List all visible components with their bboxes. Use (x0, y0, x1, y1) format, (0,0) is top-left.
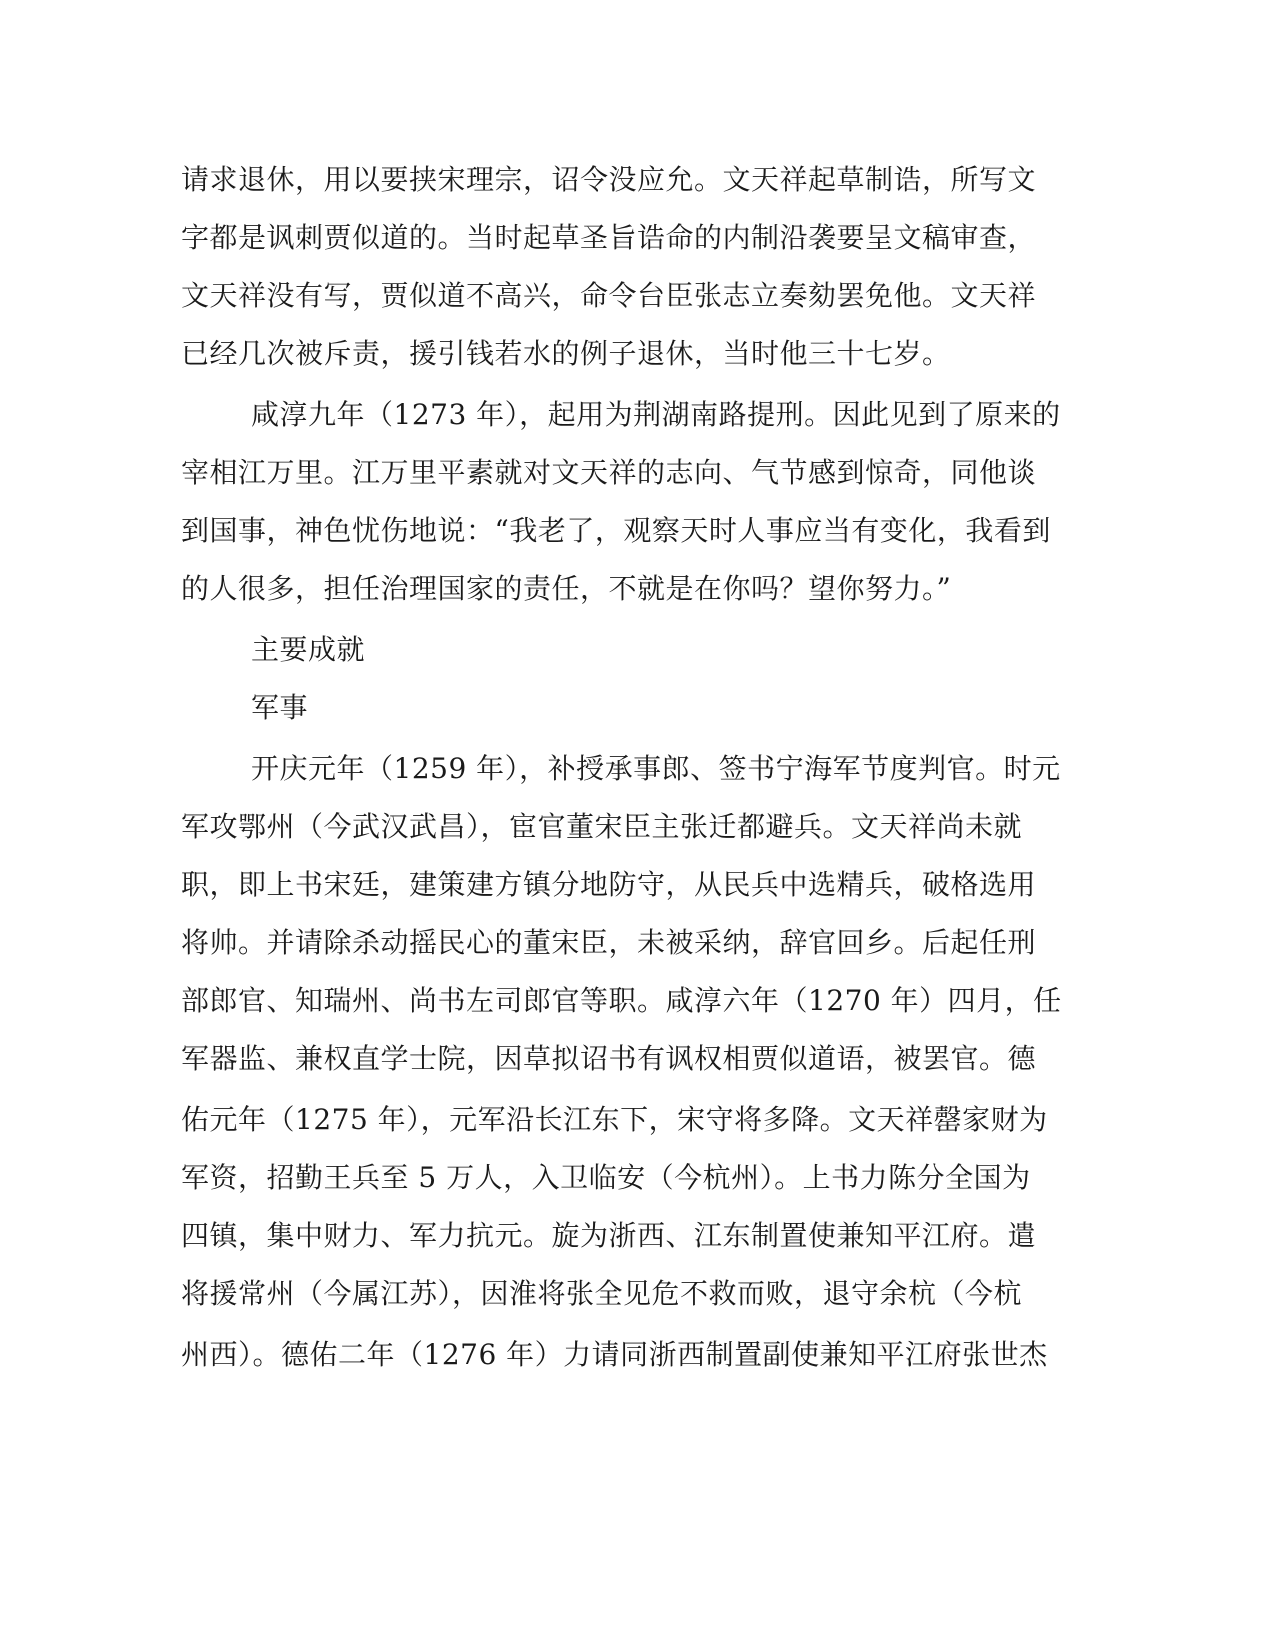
text-line: 州西）。德佑二年（1276 年）力请同浙西制置副使兼知平江府张世杰 (181, 1338, 1048, 1371)
text-line: 到国事，神色忧伤地说：“我老了，观察天时人事应当有变化，我看到 (181, 514, 1051, 547)
subsection-heading: 军事 (251, 691, 309, 724)
paragraph-first-line: 开庆元年（1259 年），补授承事郎、签书宁海军节度判官。时元 (251, 752, 1061, 785)
text-line: 职，即上书宋廷，建策建方镇分地防守，从民兵中选精兵，破格选用 (181, 868, 1037, 901)
text-line: 将援常州（今属江苏），因淮将张全见危不救而败，退守余杭（今杭 (181, 1277, 1023, 1310)
text-line: 部郎官、知瑞州、尚书左司郎官等职。咸淳六年（1270 年）四月，任 (181, 984, 1062, 1017)
text-line: 军资，招勤王兵至 5 万人，入卫临安（今杭州）。上书力陈分全国为 (181, 1161, 1031, 1194)
section-heading: 主要成就 (251, 633, 366, 666)
text-line: 佑元年（1275 年），元军沿长江东下，宋守将多降。文天祥罄家财为 (181, 1103, 1048, 1136)
text-line: 四镇，集中财力、军力抗元。旋为浙西、江东制置使兼知平江府。遣 (181, 1219, 1037, 1252)
text-line: 的人很多，担任治理国家的责任，不就是在你吗？望你努力。” (181, 572, 952, 605)
text-line: 军攻鄂州（今武汉武昌），宦官董宋臣主张迁都避兵。文天祥尚未就 (181, 810, 1023, 843)
text-line: 已经几次被斥责，援引钱若水的例子退休，当时他三十七岁。 (181, 337, 951, 370)
text-line: 文天祥没有写，贾似道不高兴，命令台臣张志立奏劾罢免他。文天祥 (181, 279, 1037, 312)
text-line: 请求退休，用以要挟宋理宗，诏令没应允。文天祥起草制诰，所写文 (181, 163, 1037, 196)
text-line: 将帅。并请除杀动摇民心的董宋臣，未被采纳，辞官回乡。后起任刑 (181, 926, 1037, 959)
paragraph-first-line: 咸淳九年（1273 年），起用为荆湖南路提刑。因此见到了原来的 (251, 398, 1061, 431)
text-line: 字都是讽刺贾似道的。当时起草圣旨诰命的内制沿袭要呈文稿审查， (181, 221, 1037, 254)
text-line: 宰相江万里。江万里平素就对文天祥的志向、气节感到惊奇，同他谈 (181, 456, 1037, 489)
text-line: 军器监、兼权直学士院，因草拟诏书有讽权相贾似道语，被罢官。德 (181, 1042, 1037, 1075)
